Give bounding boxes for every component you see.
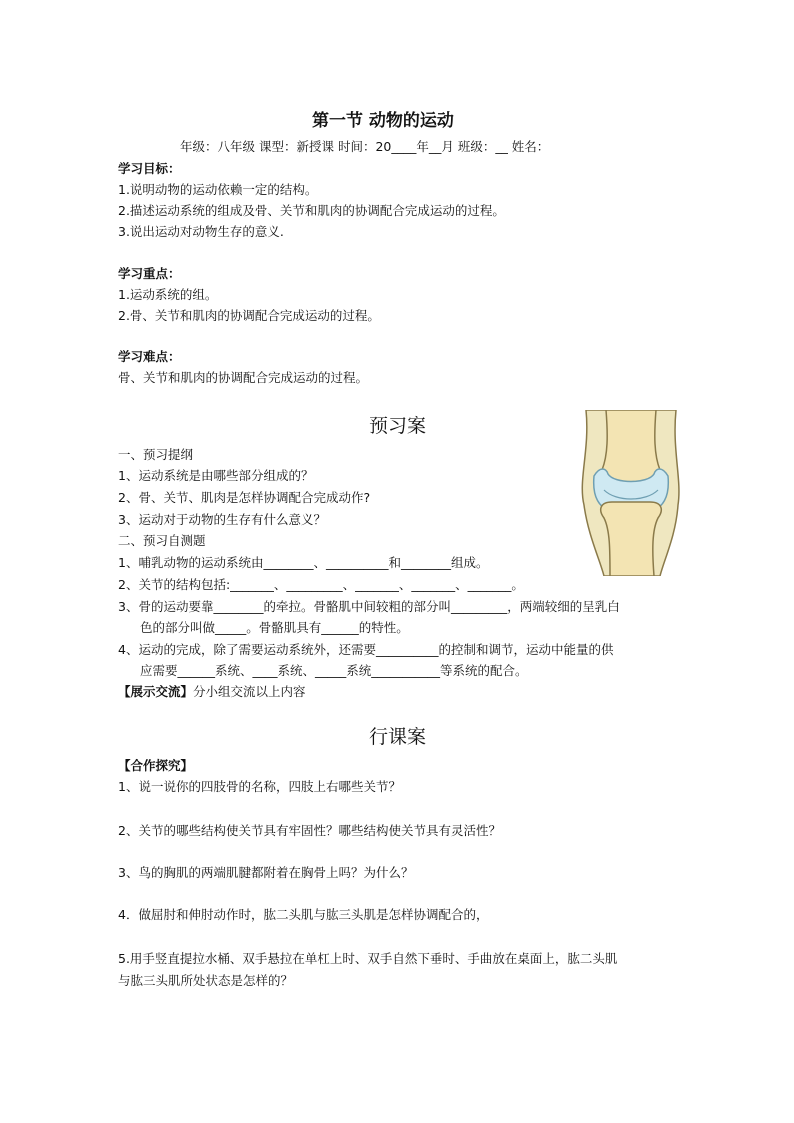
upper-bone <box>600 410 662 486</box>
exchange-text: 分小组交流以上内容 <box>193 684 306 699</box>
objectives-heading: 学习目标： <box>118 161 181 176</box>
selftest-item: 1、哺乳动物的运动系统由________、__________和________组成。 <box>118 555 489 570</box>
outline-title: 一、预习提纲 <box>118 447 194 462</box>
knee-joint-illustration <box>578 410 682 576</box>
selftest-item: 3、骨的运动要靠________的牵拉。骨骼肌中间较粗的部分叫_________，两端较细的呈乳白 <box>118 599 620 614</box>
info-line: 年级：八年级 课型：新授课 时间：20____年__月 班级：__ 姓名： <box>180 139 550 154</box>
exchange-label: 【展示交流】 <box>118 684 194 699</box>
preview-heading: 预习案 <box>369 415 427 437</box>
outline-item: 2、骨、关节、肌肉是怎样协调配合完成动作? <box>118 490 371 505</box>
key-points-heading: 学习重点： <box>118 266 181 281</box>
selftest-item: 4、运动的完成，除了需要运动系统外，还需要__________的控制和调节，运动中能量的供 <box>118 642 614 657</box>
question-item: 1、说一说你的四肢骨的名称，四肢上右哪些关节？ <box>118 779 401 794</box>
selftest-item: 2、关节的结构包括:_______、_________、_______、_______、_______。 <box>118 577 524 592</box>
question-item: 与肱三头肌所处状态是怎样的？ <box>118 973 294 988</box>
key-point-item: 1.运动系统的组。 <box>118 287 218 302</box>
selftest-item: 应需要______系统、____系统、_____系统___________等系统的配合。 <box>140 663 528 678</box>
difficulty-item: 骨、关节和肌肉的协调配合完成运动的过程。 <box>118 370 369 385</box>
selftest-item: 色的部分叫做_____。骨骼肌具有______的特性。 <box>140 620 409 635</box>
objective-item: 1.说明动物的运动依赖一定的结构。 <box>118 182 318 197</box>
lesson-heading: 行课案 <box>369 726 427 748</box>
objective-item: 3.说出运动对动物生存的意义. <box>118 224 284 239</box>
selftest-title: 二、预习自测题 <box>118 533 206 548</box>
difficulties-heading: 学习难点： <box>118 349 181 364</box>
objective-item: 2.描述运动系统的组成及骨、关节和肌肉的协调配合完成运动的过程。 <box>118 203 505 218</box>
question-item: 5.用手竖直提拉水桶、双手悬拉在单杠上时、双手自然下垂时、手曲放在桌面上，肱二头肌 <box>118 951 618 966</box>
question-item: 3、鸟的胸肌的两端肌腱都附着在胸骨上吗？为什么？ <box>118 865 414 880</box>
outline-item: 1、运动系统是由哪些部分组成的？ <box>118 468 314 483</box>
question-item: 4．做屈肘和伸肘动作时，肱二头肌与肱三头肌是怎样协调配合的， <box>118 907 489 922</box>
page-title: 第一节 动物的运动 <box>312 111 454 131</box>
question-item: 2、关节的哪些结构使关节具有牢固性？哪些结构使关节具有灵活性？ <box>118 823 501 838</box>
lower-bone <box>601 502 662 576</box>
exchange-line <box>118 683 306 701</box>
key-point-item: 2.骨、关节和肌肉的协调配合完成运动的过程。 <box>118 308 380 323</box>
outline-item: 3、运动对于动物的生存有什么意义？ <box>118 512 326 527</box>
coop-label: 【合作探究】 <box>118 758 194 773</box>
